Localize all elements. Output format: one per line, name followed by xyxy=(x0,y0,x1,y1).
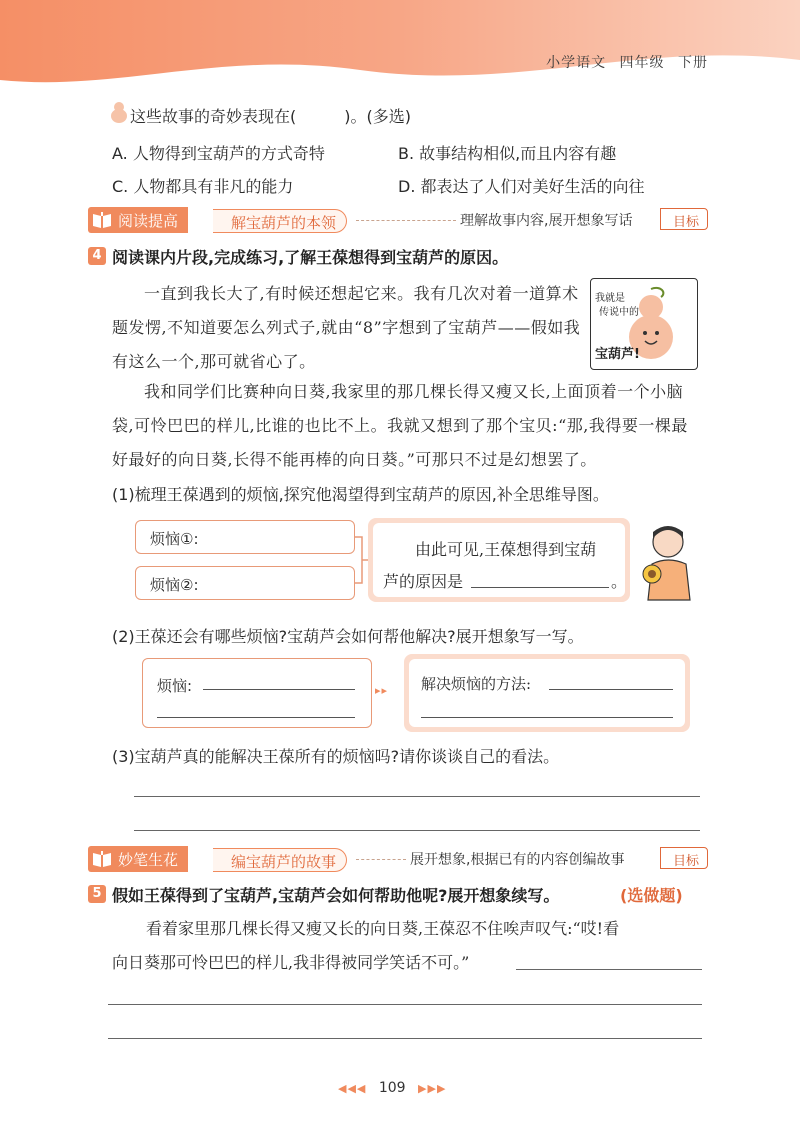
new-worry-box[interactable] xyxy=(142,658,372,728)
mascot-name: 宝葫芦! xyxy=(595,347,640,362)
header-grade: 四年级 xyxy=(619,55,665,71)
right-arrows-icon: ▶▶▶ xyxy=(418,1082,447,1095)
story-blank-3[interactable] xyxy=(108,1038,702,1039)
conclusion-line-1: 由此可见,王葆想得到宝葫 xyxy=(415,540,597,559)
story-blank-2[interactable] xyxy=(108,1004,702,1005)
passage-paragraph-1: 一直到我长大了,有时候还想起它来。我有几次对着一道算术题发愣,不知道要怎么列式子,就由“8”字想到了宝葫芦——假如我有这么一个,那可就省心了。 xyxy=(112,284,581,371)
question-stem: 这些故事的奇妙表现在( )。(多选) xyxy=(130,107,411,126)
solution-line-2[interactable] xyxy=(421,717,673,718)
page-footer xyxy=(338,1080,446,1096)
story-blank-1[interactable] xyxy=(516,969,702,970)
section-goal-text: 展开想象,根据已有的内容创编故事 xyxy=(410,852,625,868)
new-worry-line-2[interactable] xyxy=(157,717,355,718)
passage-paragraph-2: 我和同学们比赛种向日葵,我家里的那几棵长得又瘦又长,上面顶着一个小脑袋,可怜巴巴的样儿,比谁的也比不上。我就又想到了那个宝贝:“那,我得要一棵最好最好的向日葵,长得不能再棒的向日葵。”可那只不过是幻想罢了。 xyxy=(112,382,688,469)
conclusion-line-2: 芦的原因是 xyxy=(383,572,464,591)
option-a[interactable]: A. 人物得到宝葫芦的方式奇特 xyxy=(112,144,325,163)
sub-question-2: (2)王葆还会有哪些烦恼?宝葫芦会如何帮他解决?展开想象写一写。 xyxy=(112,627,584,646)
section-goal-text: 理解故事内容,展开想象写话 xyxy=(460,213,633,229)
story-line-2: 向日葵那可怜巴巴的样儿,我非得被同学笑话不可。” xyxy=(112,953,470,972)
boy-with-sunflower-icon xyxy=(632,522,696,602)
section-tag-text: 妙笔生花 xyxy=(118,851,179,869)
mascot-line-1: 我就是 xyxy=(595,293,625,304)
book-icon xyxy=(92,850,112,868)
conclusion-box[interactable] xyxy=(373,523,628,597)
goal-label: 目标 xyxy=(660,208,708,230)
new-worry-label: 烦恼: xyxy=(157,677,193,695)
task-number-badge: 5 xyxy=(88,885,106,903)
section-tag xyxy=(88,846,188,872)
header-meta xyxy=(546,52,708,72)
goal-label: 目标 xyxy=(660,847,708,869)
solution-line-1[interactable] xyxy=(549,689,673,690)
story-line-1: 看着家里那几棵长得又瘦又长的向日葵,王葆忍不住唉声叹气:“哎!看 xyxy=(146,919,620,938)
solution-box[interactable] xyxy=(409,659,685,727)
task-title: 阅读课内片段,完成练习,了解王葆想得到宝葫芦的原因。 xyxy=(112,248,509,267)
section-subtitle: 解宝葫芦的本领 xyxy=(213,209,347,233)
section-divider xyxy=(356,859,406,860)
solution-label: 解决烦恼的方法: xyxy=(421,675,532,693)
worry-1-box[interactable] xyxy=(135,520,355,554)
option-b[interactable]: B. 故事结构相似,而且内容有趣 xyxy=(398,144,617,163)
book-icon xyxy=(92,211,112,229)
sub-question-3: (3)宝葫芦真的能解决王葆所有的烦恼吗?请你谈谈自己的看法。 xyxy=(112,747,560,766)
option-c[interactable]: C. 人物都具有非凡的能力 xyxy=(112,177,294,196)
option-d[interactable]: D. 都表达了人们对美好生活的向往 xyxy=(398,177,645,196)
arrow-icon: ▸▸ xyxy=(375,684,389,697)
section-bar-reading xyxy=(88,207,702,233)
sub-question-1: (1)梳理王葆遇到的烦恼,探究他渴望得到宝葫芦的原因,补全思维导图。 xyxy=(112,485,609,504)
new-worry-line-1[interactable] xyxy=(203,689,355,690)
worry-1-label: 烦恼①: xyxy=(150,530,199,548)
left-arrows-icon: ◀◀◀ xyxy=(338,1082,367,1095)
task-title: 假如王葆得到了宝葫芦,宝葫芦会如何帮助他呢?展开想象续写。 xyxy=(112,886,560,905)
header-subject: 小学语文 xyxy=(546,55,607,71)
worry-2-label: 烦恼②: xyxy=(150,576,199,594)
answer-line-2[interactable] xyxy=(134,830,700,831)
answer-line-1[interactable] xyxy=(134,796,700,797)
mascot-card xyxy=(590,278,698,370)
gourd-icon xyxy=(108,100,130,124)
header-band xyxy=(0,0,800,96)
bracket-connector xyxy=(355,530,369,590)
conclusion-blank[interactable] xyxy=(471,587,609,588)
optional-tag: (选做题) xyxy=(620,886,683,905)
section-tag-text: 阅读提高 xyxy=(118,212,179,230)
section-divider xyxy=(356,220,456,221)
solution-box-outer xyxy=(404,654,690,732)
page-number: 109 xyxy=(378,1080,406,1096)
section-subtitle: 编宝葫芦的故事 xyxy=(213,848,347,872)
conclusion-box-outer xyxy=(368,518,630,602)
mascot-line-2: 传说中的 xyxy=(599,307,639,318)
task-number-badge: 4 xyxy=(88,247,106,265)
section-tag xyxy=(88,207,188,233)
section-bar-writing xyxy=(88,846,702,872)
conclusion-period: 。 xyxy=(611,572,628,591)
header-volume: 下册 xyxy=(678,55,708,71)
worry-2-box[interactable] xyxy=(135,566,355,600)
